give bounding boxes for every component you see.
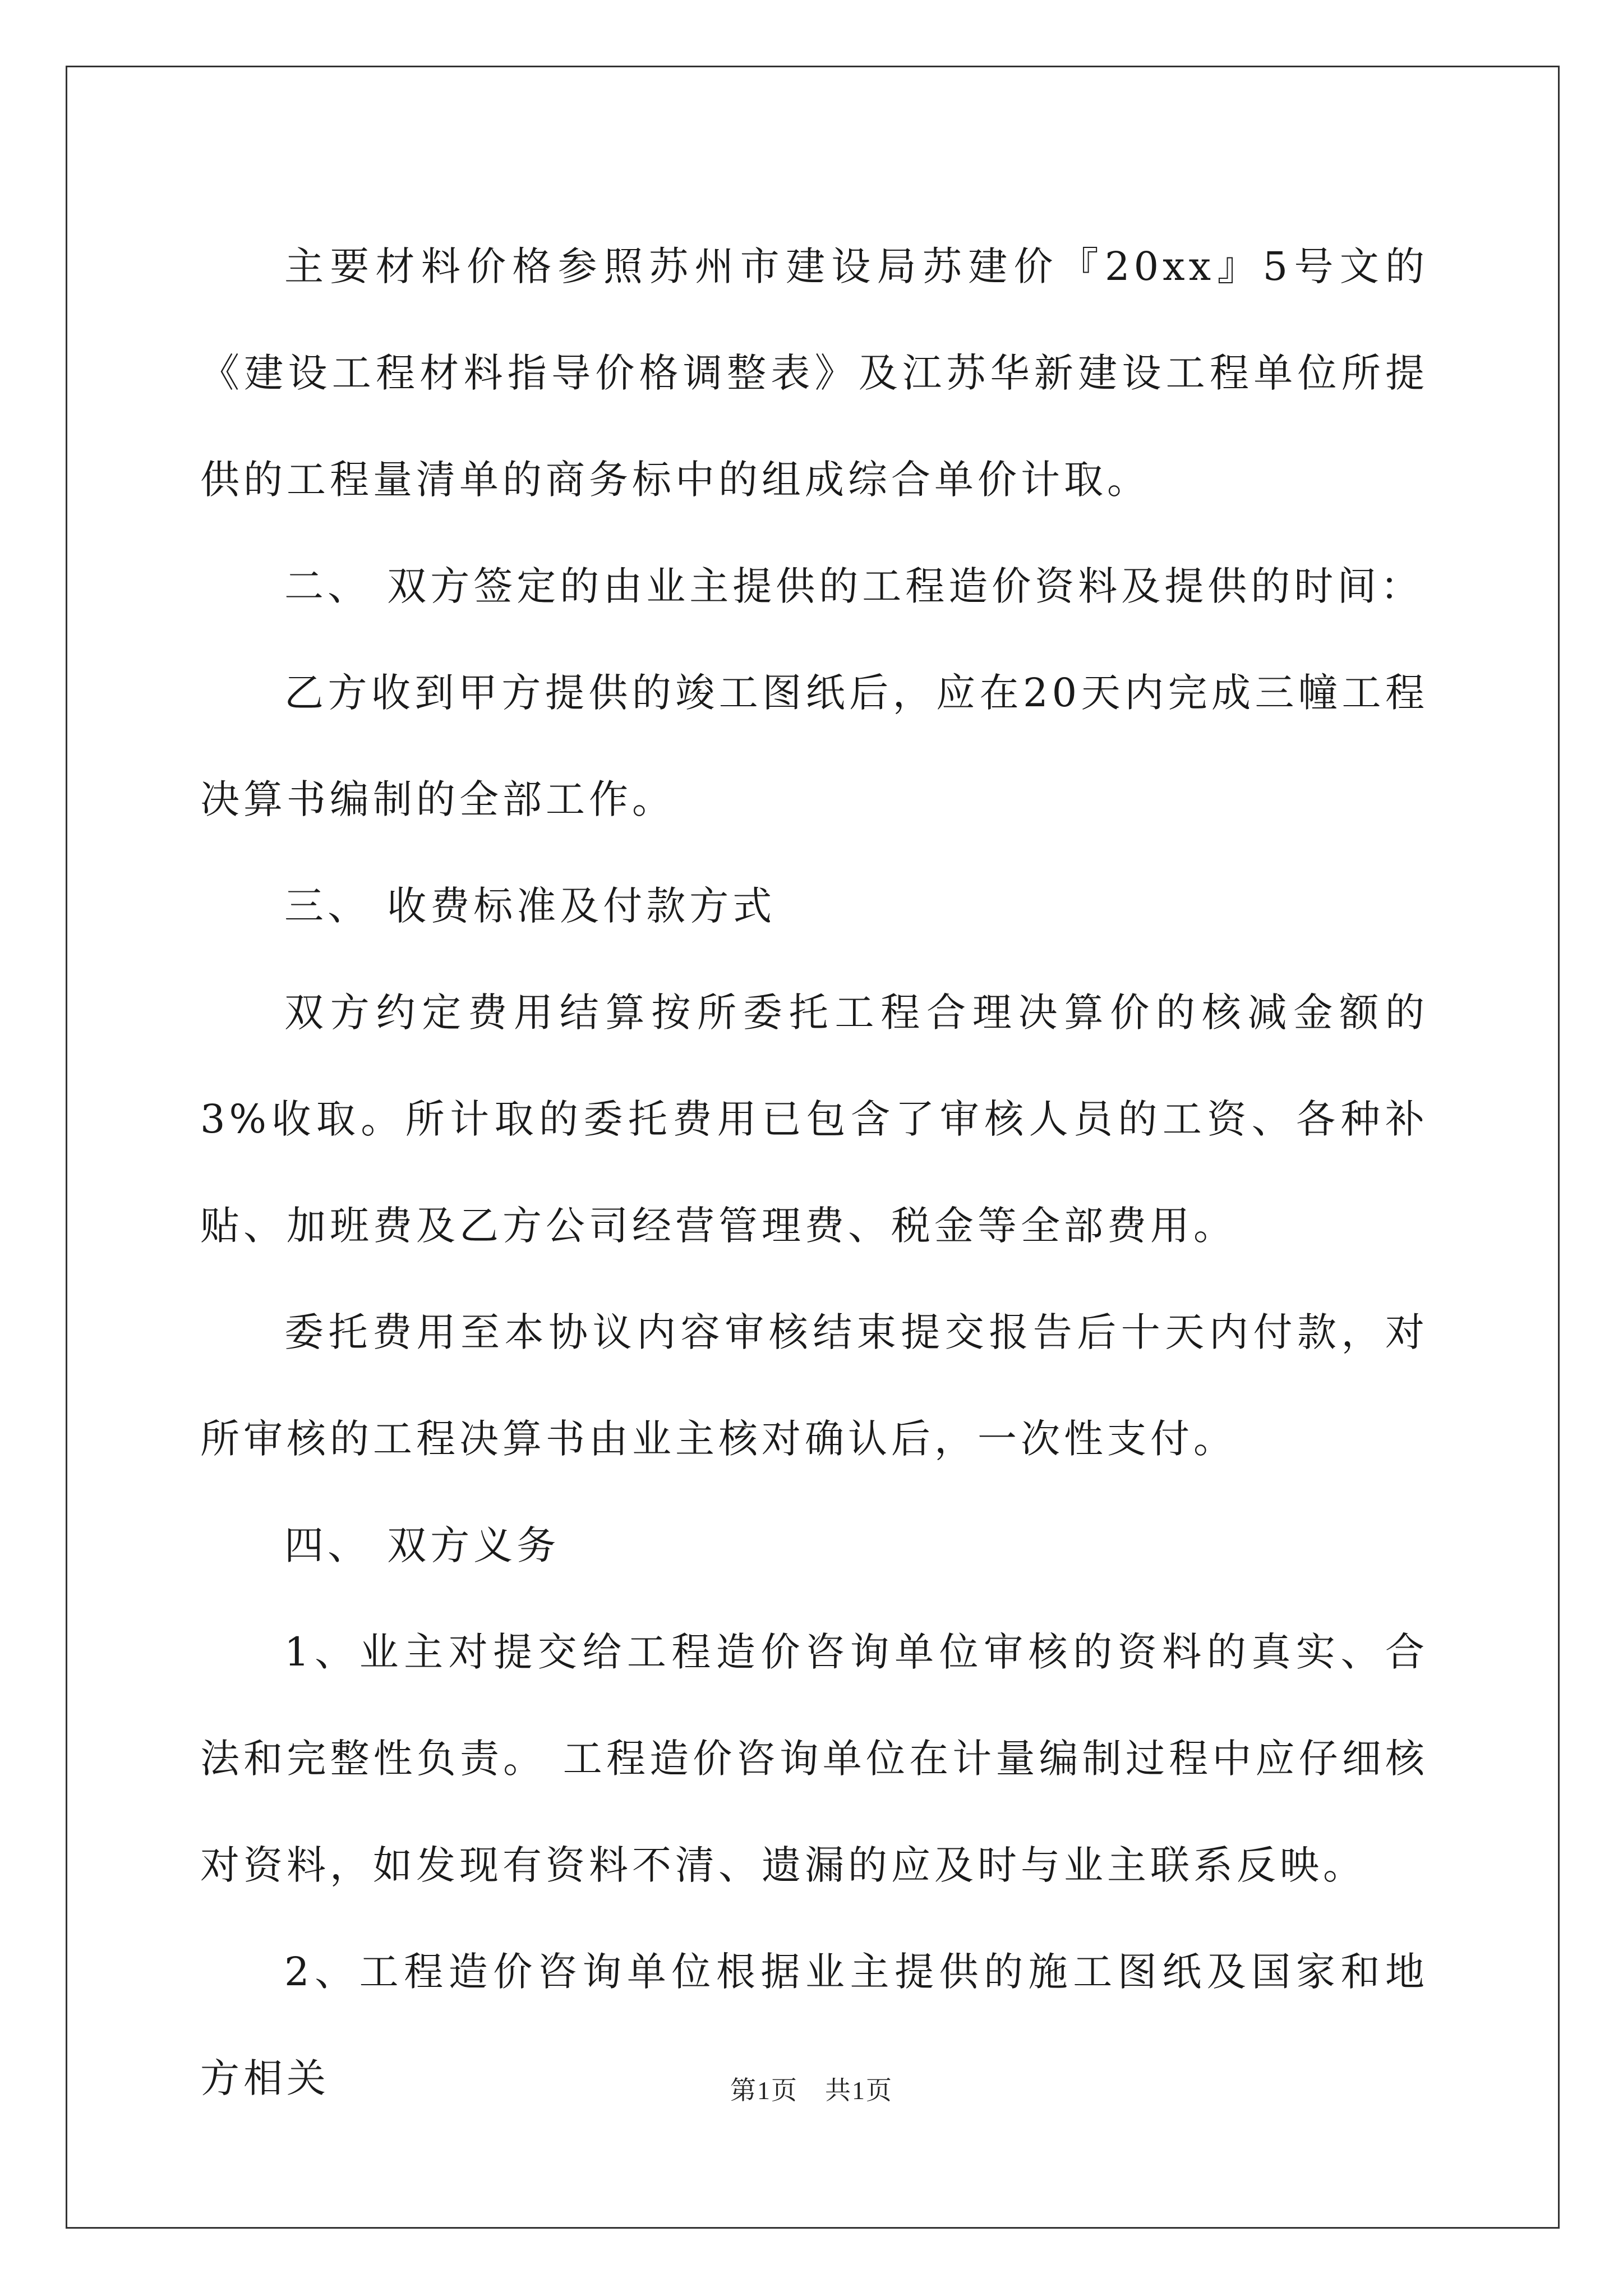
section-heading-4: 四、 双方义务 (284, 1522, 560, 1568)
paragraph-payment-terms: 委托费用至本协议内容审核结束提交报告后十天内付款，对所审核的工程决算书由业主核对确认后，一次性支付。 (200, 1309, 1428, 1462)
paragraph-obligation-2: 2、工程造价咨询单位根据业主提供的施工图纸及国家和地方相关 (200, 1949, 1428, 2101)
section-heading-2: 二、 双方签定的由业主提供的工程造价资料及提供的时间： (284, 563, 1424, 609)
document-body (200, 213, 1428, 2132)
paragraph-materials-pricing: 主要材料价格参照苏州市建设局苏建价『20xx』5号文的《建设工程材料指导价格调整表》及江苏华新建设工程单位所提供的工程量清单的商务标中的组成综合单价计取。 (200, 243, 1428, 503)
paragraph-deadline: 乙方收到甲方提供的竣工图纸后，应在20天内完成三幢工程决算书编制的全部工作。 (200, 670, 1428, 822)
paragraph-obligation-1: 1、业主对提交给工程造价咨询单位审核的资料的真实、合法和完整性负责。 工程造价咨询单位在计量编制过程中应仔细核对资料，如发现有资料不清、遗漏的应及时与业主联系反映。 (200, 1629, 1428, 1888)
paragraph-fee-agreement: 双方约定费用结算按所委托工程合理决算价的核减金额的3%收取。所计取的委托费用已包含了审核人员的工资、各种补贴、加班费及乙方公司经营管理费、税金等全部费用。 (200, 990, 1428, 1249)
page-number-footer: 第1页 共1页 (730, 2076, 893, 2105)
section-heading-3: 三、 收费标准及付款方式 (284, 883, 776, 929)
